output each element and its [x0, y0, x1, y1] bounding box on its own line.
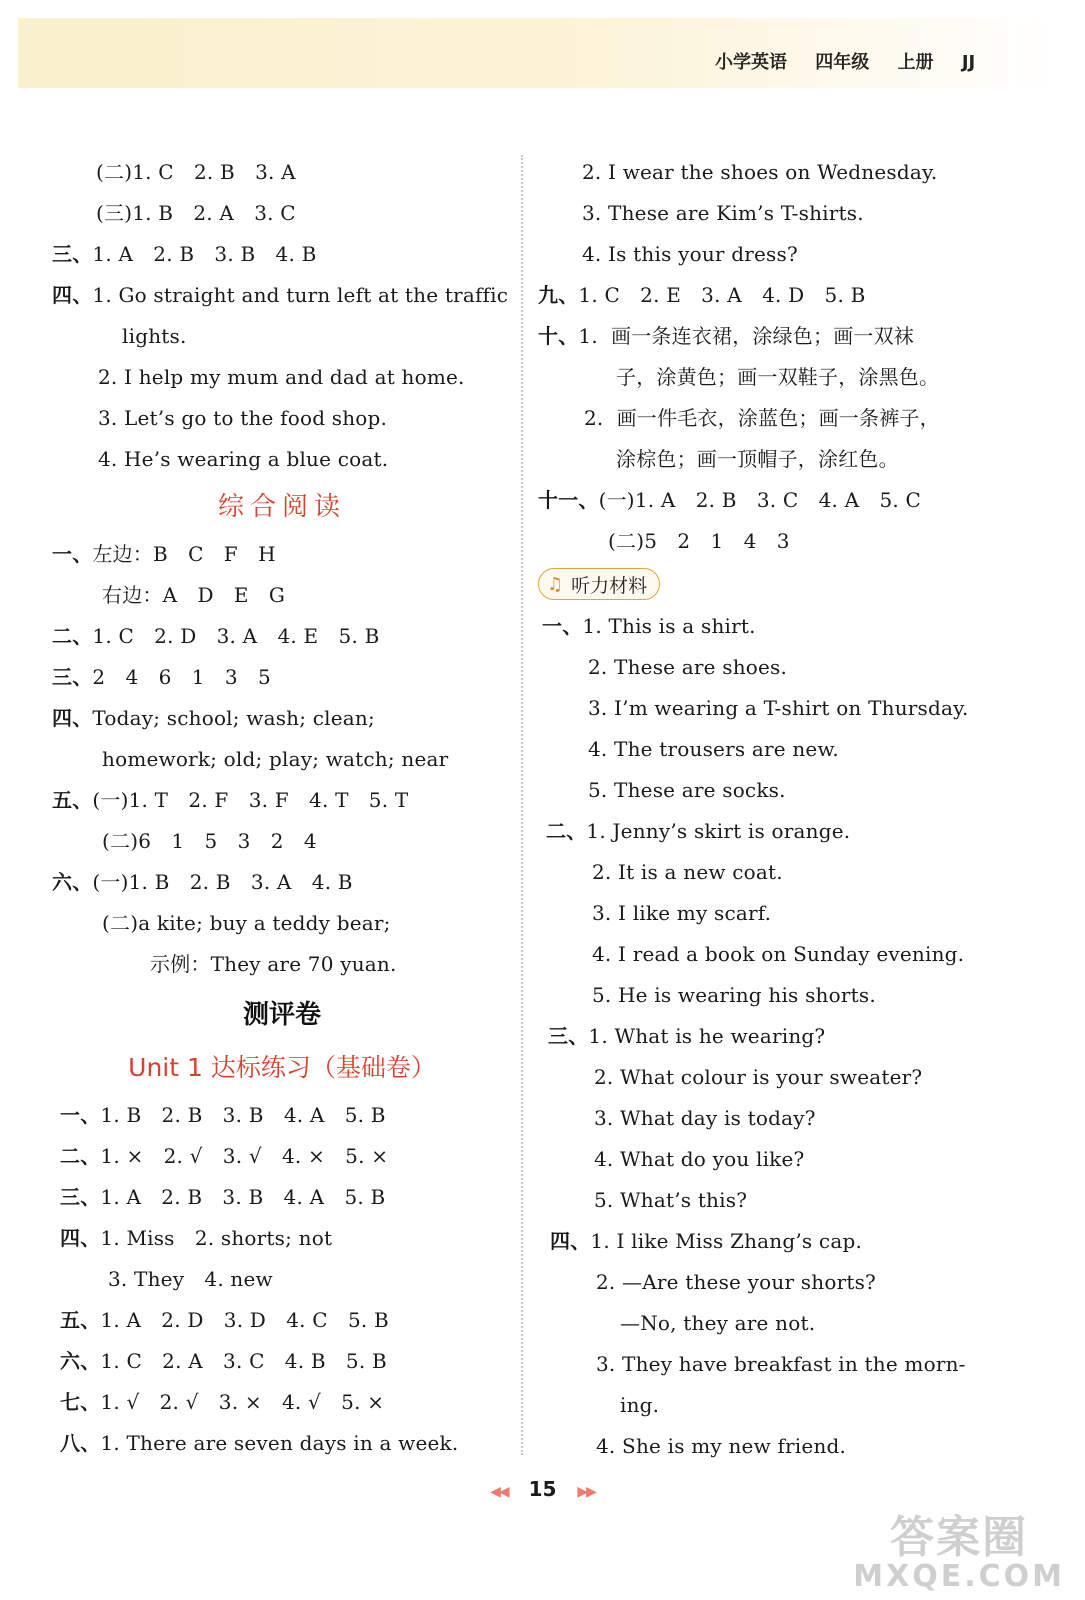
volume-label: 上册 [897, 52, 934, 73]
answer-line [52, 862, 512, 903]
question-number: 十一、 [538, 488, 599, 512]
exam-heading: 测评卷 [242, 1000, 321, 1030]
answer-text: homework; old; play; watch; near [102, 747, 449, 771]
answer-text: 4. Is this your dress? [582, 242, 798, 266]
question-number: 十、 [538, 324, 579, 348]
answer-line [538, 1016, 1008, 1057]
listening-badge-label: 听力材料 [571, 574, 648, 597]
answer-text: 右边：A D E G [102, 583, 286, 607]
question-number: 二、 [60, 1144, 101, 1168]
answer-text: 1. A 2. B 3. B 4. A 5. B [100, 1185, 386, 1209]
question-number: 五、 [60, 1308, 101, 1332]
question-number: 二、 [546, 819, 587, 843]
answer-line [538, 1426, 1008, 1467]
answer-text: 2. I wear the shoes on Wednesday. [582, 160, 938, 184]
answer-text: ing. [620, 1393, 660, 1417]
question-number: 三、 [60, 1185, 101, 1209]
question-number: 九、 [538, 283, 579, 307]
answer-line [538, 480, 1008, 521]
question-number: 五、 [52, 788, 93, 812]
answer-text: 1. A 2. B 3. B 4. B [92, 242, 317, 266]
question-number: 三、 [548, 1024, 589, 1048]
answer-text: Today; school; wash; clean; [92, 706, 375, 730]
answer-text: 1. C 2. D 3. A 4. E 5. B [92, 624, 380, 648]
watermark-url: MXQE.COM [853, 1559, 1065, 1594]
answer-line [538, 1385, 1008, 1426]
answer-text: 3. These are Kim’s T-shirts. [582, 201, 864, 225]
answer-line [538, 975, 1008, 1016]
question-number: 四、 [52, 283, 93, 307]
answer-line [52, 1218, 512, 1259]
answer-line [52, 739, 512, 780]
answer-line [538, 357, 1008, 398]
answer-text: 3. I like my scarf. [592, 901, 772, 925]
question-number: 六、 [60, 1349, 101, 1373]
answer-text: 4. I read a book on Sunday evening. [592, 942, 965, 966]
answer-line [52, 657, 512, 698]
answer-text: 1. Jenny’s skirt is orange. [586, 819, 851, 843]
answer-text: (二)a kite; buy a teddy bear; [102, 911, 391, 935]
answer-text: 1. C 2. E 3. A 4. D 5. B [578, 283, 866, 307]
answer-text: 示例：They are 70 yuan. [150, 952, 397, 976]
answer-line [538, 1344, 1008, 1385]
question-number: 一、 [52, 542, 93, 566]
answer-line [538, 1057, 1008, 1098]
answer-text: (一)1. A 2. B 3. C 4. A 5. C [598, 488, 922, 512]
question-number: 四、 [550, 1229, 591, 1253]
watermark-title: 答案圈 [890, 1512, 1029, 1563]
question-number: 一、 [60, 1103, 101, 1127]
answer-line [52, 1382, 512, 1423]
listening-section [538, 562, 1008, 606]
answer-line [52, 1136, 512, 1177]
answer-text: 2 4 6 1 3 5 [92, 665, 271, 689]
answer-text: —No, they are not. [620, 1311, 816, 1335]
answer-line [52, 234, 512, 275]
answer-line [52, 1341, 512, 1382]
question-number: 七、 [60, 1390, 101, 1414]
answer-text: 5. What’s this? [594, 1188, 748, 1212]
answer-line [52, 439, 512, 480]
answer-text: 3. Let’s go to the food shop. [98, 406, 388, 430]
answer-text: 2. I help my mum and dad at home. [98, 365, 465, 389]
answer-text: 4. The trousers are new. [588, 737, 839, 761]
answer-line [52, 616, 512, 657]
answer-line [52, 357, 512, 398]
answer-line [538, 439, 1008, 480]
section-heading: 综合阅读 [217, 492, 346, 522]
answer-text: (二)6 1 5 3 2 4 [102, 829, 317, 853]
answer-line [538, 316, 1008, 357]
answer-text: 5. He is wearing his shorts. [592, 983, 876, 1007]
answer-line [538, 234, 1008, 275]
answer-line [538, 1180, 1008, 1221]
question-number: 六、 [52, 870, 93, 894]
answer-text: (二)1. C 2. B 3. A [96, 160, 296, 184]
answer-text: 1. Miss 2. shorts; not [100, 1226, 333, 1250]
answer-text: 3. They 4. new [108, 1267, 273, 1291]
answer-text: 涂棕色；画一顶帽子，涂红色。 [616, 447, 899, 471]
answer-text: 2. It is a new coat. [592, 860, 783, 884]
answer-line [52, 152, 512, 193]
answer-line [538, 1139, 1008, 1180]
answer-text: 1. What is he wearing? [588, 1024, 826, 1048]
answer-line [52, 1095, 512, 1136]
answer-text: 4. He’s wearing a blue coat. [98, 447, 389, 471]
answer-line [538, 398, 1008, 439]
answer-line [52, 316, 512, 357]
column-divider [521, 155, 523, 1455]
answer-text: 1. 画一条连衣裙，涂绿色；画一双袜 [578, 324, 915, 348]
next-page-icon[interactable]: ▶▶ [577, 1484, 595, 1500]
left-column [52, 152, 512, 1464]
answer-line [52, 398, 512, 439]
listening-badge [538, 568, 660, 600]
question-number: 三、 [52, 242, 93, 266]
answer-line [538, 275, 1008, 316]
answer-line [52, 903, 512, 944]
answer-text: 2. What colour is your sweater? [594, 1065, 923, 1089]
answer-text: (一)1. T 2. F 3. F 4. T 5. T [92, 788, 409, 812]
page-number: 15 [528, 1477, 557, 1501]
answer-line [538, 193, 1008, 234]
answer-line [52, 1177, 512, 1218]
answer-line [538, 893, 1008, 934]
answer-line [52, 534, 512, 575]
answer-text: (三)1. B 2. A 3. C [96, 201, 296, 225]
answer-line [538, 811, 1008, 852]
answer-line [538, 688, 1008, 729]
book-info [715, 48, 997, 74]
answer-line [538, 521, 1008, 562]
prev-page-icon[interactable]: ◀◀ [490, 1484, 508, 1500]
answer-line [52, 1423, 512, 1464]
answer-text: 1. √ 2. √ 3. × 4. √ 5. × [100, 1390, 385, 1414]
answer-line [538, 606, 1008, 647]
answer-line [538, 1221, 1008, 1262]
answer-text: 1. A 2. D 3. D 4. C 5. B [100, 1308, 389, 1332]
answer-line [52, 1300, 512, 1341]
answer-line [538, 1303, 1008, 1344]
answer-line [538, 1098, 1008, 1139]
answer-text: 1. B 2. B 3. B 4. A 5. B [100, 1103, 386, 1127]
answer-line [538, 770, 1008, 811]
answer-line [538, 852, 1008, 893]
unit-heading: Unit 1 达标练习（基础卷） [128, 1053, 436, 1082]
answer-line [538, 647, 1008, 688]
answer-text: 3. They have breakfast in the morn- [596, 1352, 966, 1376]
answer-text: 3. I’m wearing a T-shirt on Thursday. [588, 696, 969, 720]
answer-text: 4. She is my new friend. [596, 1434, 847, 1458]
grade-label: 四年级 [815, 52, 870, 73]
answer-text: 左边：B C F H [92, 542, 276, 566]
answer-line [538, 934, 1008, 975]
answer-line [538, 152, 1008, 193]
question-number: 八、 [60, 1431, 101, 1455]
answer-text: 3. What day is today? [594, 1106, 816, 1130]
question-number: 四、 [52, 706, 93, 730]
answer-text: 2. These are shoes. [588, 655, 788, 679]
edition-label: JJ [961, 52, 976, 73]
answer-text: 1. × 2. √ 3. √ 4. × 5. × [100, 1144, 389, 1168]
answer-line [52, 780, 512, 821]
watermark-logo [853, 1501, 1065, 1594]
question-number: 四、 [60, 1226, 101, 1250]
answer-text: 1. I like Miss Zhang’s cap. [590, 1229, 863, 1253]
question-number: 三、 [52, 665, 93, 689]
answer-line [538, 729, 1008, 770]
page-footer [0, 1477, 1085, 1501]
answer-text: 1. C 2. A 3. C 4. B 5. B [100, 1349, 387, 1373]
answer-text: 2. —Are these your shorts? [596, 1270, 876, 1294]
answer-line [52, 944, 512, 985]
answer-text: 子，涂黄色；画一双鞋子，涂黑色。 [616, 365, 940, 389]
answer-text: 4. What do you like? [594, 1147, 805, 1171]
subject-label: 小学英语 [715, 52, 787, 73]
answer-line [52, 698, 512, 739]
answer-text: 2. 画一件毛衣，涂蓝色；画一条裤子， [584, 406, 940, 430]
answer-text: lights. [122, 324, 187, 348]
answer-text: (二)5 2 1 4 3 [608, 529, 790, 553]
answer-line [52, 1259, 512, 1300]
answer-line [538, 1262, 1008, 1303]
answer-text: 1. Go straight and turn left at the traffic [92, 283, 509, 307]
right-column [538, 152, 1008, 1467]
answer-line [52, 193, 512, 234]
question-number: 一、 [542, 614, 583, 638]
headphones-icon: ♫ [547, 573, 564, 595]
answer-line [52, 821, 512, 862]
answer-line [52, 275, 512, 316]
question-number: 二、 [52, 624, 93, 648]
answer-text: 1. This is a shirt. [582, 614, 756, 638]
answer-text: (一)1. B 2. B 3. A 4. B [92, 870, 353, 894]
answer-text: 5. These are socks. [588, 778, 786, 802]
answer-line [52, 575, 512, 616]
answer-text: 1. There are seven days in a week. [100, 1431, 459, 1455]
